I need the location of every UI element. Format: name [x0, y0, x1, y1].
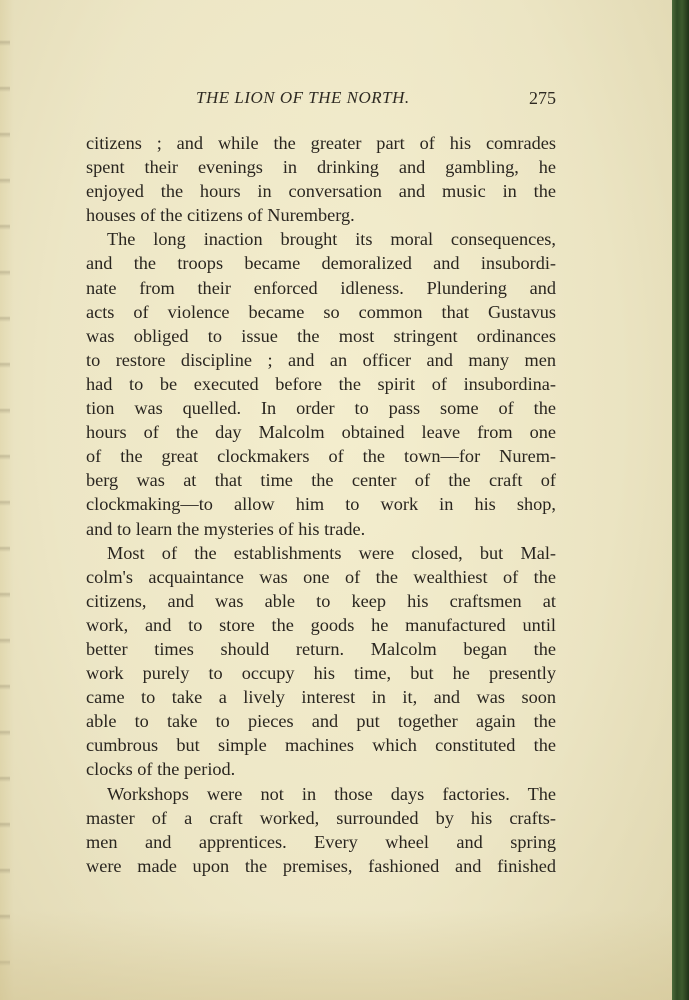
text-line: men and apprentices. Every wheel and spring: [86, 831, 556, 852]
text-line: had to be executed before the spirit of insubordina-: [86, 373, 556, 394]
text-line: nate from their enforced idleness. Plundering and: [86, 277, 556, 298]
text-line: came to take a lively interest in it, and was soon: [86, 687, 556, 708]
text-line: spent their evenings in drinking and gambling, he: [86, 157, 556, 178]
text-line: colm's acquaintance was one of the wealthiest of the: [86, 566, 556, 587]
text-line: acts of violence became so common that Gustavus: [86, 301, 556, 322]
text-line: houses of the citizens of Nuremberg.: [86, 205, 355, 226]
running-title: THE LION OF THE NORTH.: [196, 88, 410, 107]
text-line: The long inaction brought its moral consequences,: [107, 229, 556, 250]
text-line: work, and to store the goods he manufactured until: [86, 614, 556, 635]
gutter-marks: [0, 0, 10, 1000]
text-line: better times should return. Malcolm began the: [86, 638, 556, 659]
text-line: and to learn the mysteries of his trade.: [86, 518, 366, 539]
text-line: Most of the establishments were closed, but Mal-: [107, 542, 556, 563]
text-line: citizens, and was able to keep his craftsmen at: [86, 590, 556, 611]
body-text: [86, 131, 556, 878]
text-line: of the great clockmakers of the town—for Nurem-: [86, 446, 556, 467]
text-line: were made upon the premises, fashioned and finished: [86, 855, 556, 876]
running-head: [86, 88, 556, 112]
text-line: and the troops became demoralized and insubordi-: [86, 253, 556, 274]
text-line: cumbrous but simple machines which constituted the: [86, 735, 556, 756]
text-line: Workshops were not in those days factories. The: [107, 783, 556, 804]
page-stain: [0, 910, 672, 1000]
text-line: clocks of the period.: [86, 759, 236, 780]
page-number: 275: [529, 88, 556, 108]
text-line: was obliged to issue the most stringent ordinances: [86, 325, 556, 346]
text-line: citizens ; and while the greater part of his comrades: [86, 133, 556, 153]
text-line: tion was quelled. In order to pass some of the: [86, 398, 556, 419]
text-line: berg was at that time the center of the craft of: [86, 470, 556, 491]
text-line: able to take to pieces and put together again the: [86, 711, 556, 732]
text-line: enjoyed the hours in conversation and music in the: [86, 181, 556, 202]
book-spine-edge: [672, 0, 689, 1000]
text-line: hours of the day Malcolm obtained leave from one: [86, 422, 556, 443]
text-line: master of a craft worked, surrounded by his crafts-: [86, 807, 556, 828]
text-line: clockmaking—to allow him to work in his shop,: [86, 494, 556, 515]
text-line: to restore discipline ; and an officer and many men: [86, 349, 556, 370]
text-line: work purely to occupy his time, but he presently: [86, 663, 556, 684]
